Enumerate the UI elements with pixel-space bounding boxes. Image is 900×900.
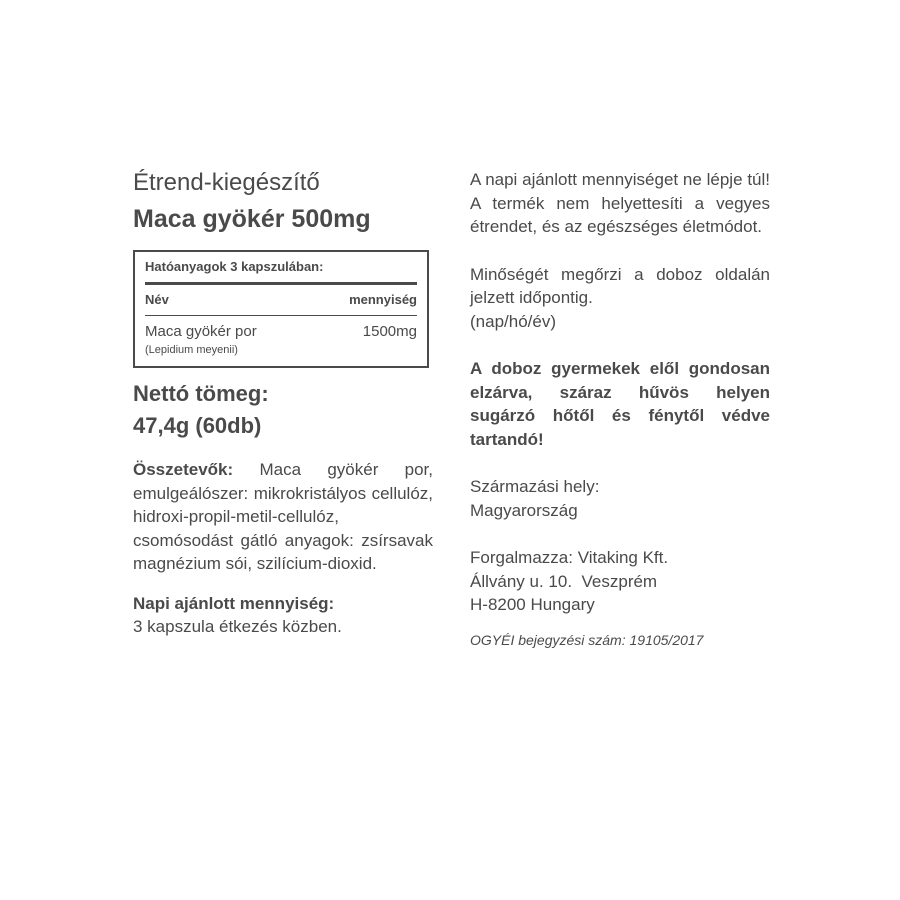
- column-header-name: Név: [145, 292, 169, 307]
- table-row: [145, 316, 417, 342]
- distributor-block: [470, 546, 770, 617]
- ingredients-text: [133, 458, 433, 576]
- address-line-1: Állvány u. 10. Veszprém: [470, 571, 658, 591]
- date-format: (nap/hó/év): [470, 311, 556, 331]
- warning-text: A napi ajánlott mennyiséget ne lépje túl! A termék nem helyettesíti a vegyes étrendet, és az egészséges életmódot.: [470, 170, 770, 236]
- address-line-2: H-8200 Hungary: [470, 595, 595, 614]
- left-column: [133, 168, 433, 639]
- distributor: Forgalmazza: Vitaking Kft.: [470, 548, 669, 567]
- dosage-text: 3 kapszula étkezés közben.: [133, 617, 342, 636]
- nutrition-table-title: Hatóanyagok 3 kapszulában:: [145, 258, 417, 285]
- ingredients-body: Maca gyökér por, emulgeálószer: mikrokristályos cellulóz, hidroxi-propil-metil-cellulóz, csomósodást gátló anyagok: zsírsavak magnézium sói, szilícium-dioxid.: [133, 460, 433, 573]
- ingredients-label: Összetevők:: [133, 460, 234, 479]
- nutrition-table: [133, 250, 429, 368]
- product-title: Maca gyökér 500mg: [133, 205, 371, 233]
- nutrition-table-header: [145, 285, 417, 316]
- dosage-label: Napi ajánlott mennyiség:: [133, 593, 335, 613]
- origin-label: Származási hely:: [470, 477, 600, 496]
- best-before: Minőségét megőrzi a doboz oldalán jelzett időpontig.: [470, 264, 770, 307]
- right-column: [470, 168, 770, 649]
- origin: [470, 475, 770, 522]
- registration-number: OGYÉI bejegyzési szám: 19105/2017: [470, 631, 704, 648]
- best-before-text: [470, 263, 770, 334]
- net-weight: [133, 378, 433, 442]
- column-header-amount: mennyiség: [349, 292, 417, 307]
- net-weight-value: 47,4g (60db): [133, 413, 262, 438]
- ingredient-latin-name: (Lepidium meyenii): [145, 344, 238, 356]
- dosage: [133, 592, 433, 639]
- storage-text: A doboz gyermekek elől gondosan elzárva, száraz hűvös helyen sugárzó hőtől és fénytől védve tartandó!: [470, 359, 770, 449]
- net-weight-label: Nettó tömeg:: [133, 381, 269, 406]
- product-category: Étrend-kiegészítő: [133, 169, 320, 196]
- ingredient-name: Maca gyökér por: [145, 323, 257, 340]
- ingredient-amount: 1500mg: [362, 323, 417, 340]
- origin-country: Magyarország: [470, 500, 578, 520]
